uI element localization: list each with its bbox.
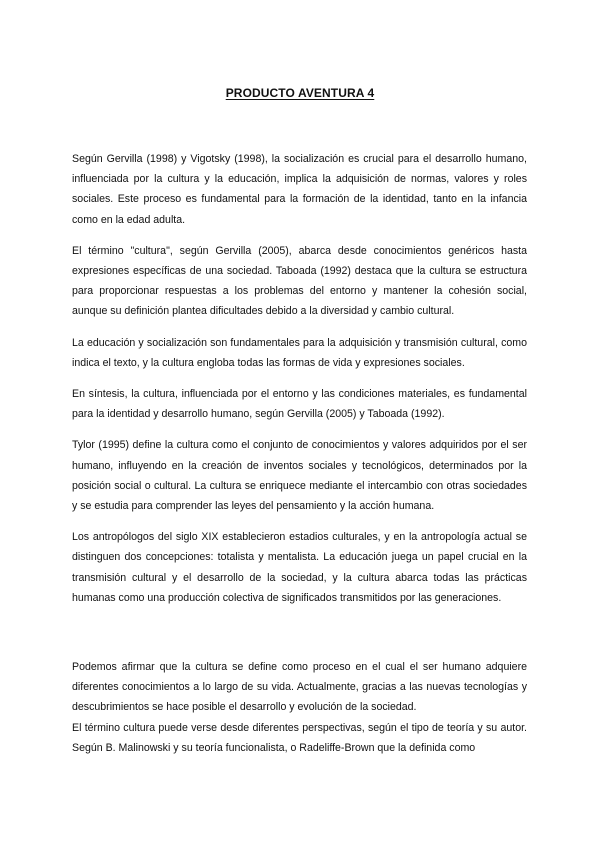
paragraph-termino-perspectivas: El término cultura puede verse desde diferentes perspectivas, según el tipo de teoría y su autor. Según B. Malinowski y su teoría funcionalista, o Radeliffe-Brown que la definida como xyxy=(72,721,527,754)
paragraph-podemos-afirmar: Podemos afirmar que la cultura se define como proceso en el cual el ser humano adquiere diferentes conocimientos a lo largo de su vida. Actualmente, gracias a las nuevas tecnologías y descubrimientos se hace posible el desarrollo y evolución de la sociedad. xyxy=(72,661,527,714)
paragraph-socializacion: Según Gervilla (1998) y Vigotsky (1998), la socialización es crucial para el desarrollo humano, influenciada por la cultura y la educación, implica la adquisición de normas, valores y roles sociales. Este proceso es fundamental para la formación de la identidad, tanto en la infancia como en la edad adulta. xyxy=(72,153,527,226)
paragraph-sintesis: En síntesis, la cultura, influenciada por el entorno y las condiciones materiales, es fundamental para la identidad y desarrollo humano, según Gervilla (2005) y Taboada (1992). xyxy=(72,388,527,421)
section-gap xyxy=(72,619,527,657)
paragraph-educacion-socializacion: La educación y socialización son fundamentales para la adquisición y transmisión cultural, como indica el texto, y la cultura engloba todas las formas de vida y expresiones sociales. xyxy=(72,336,527,369)
document-body xyxy=(72,149,527,758)
paragraph-antropologos: Los antropólogos del siglo XIX establecieron estadios culturales, y en la antropología actual se distinguen dos concepciones: totalista y mentalista. La educación juega un papel crucial en la transmisión cultural y el desarrollo de la sociedad, y la cultura abarca todas las prácticas humanas como una producción colectiva de significados transmitidos por las generaciones. xyxy=(72,531,527,604)
paragraph-termino-cultura: El término "cultura", según Gervilla (2005), abarca desde conocimientos genéricos hasta expresiones específicas de una sociedad. Taboada (1992) destaca que la cultura se estructura para proporcionar respuestas a los problemas del entorno y mantener la cohesión social, aunque su definición plantea dificultades debido a la diversidad y cambio cultural. xyxy=(72,244,527,318)
document-title: PRODUCTO AVENTURA 4 xyxy=(225,86,375,100)
paragraph-tylor: Tylor (1995) define la cultura como el conjunto de conocimientos y valores adquiridos por el ser humano, influyendo en la creación de inventos sociales y tecnológicos, determinados por la posición social o cultural. La cultura se enriquece mediante el intercambio con otras sociedades y se estudia para comprender las leyes del pensamiento y la acción humana. xyxy=(72,439,527,513)
